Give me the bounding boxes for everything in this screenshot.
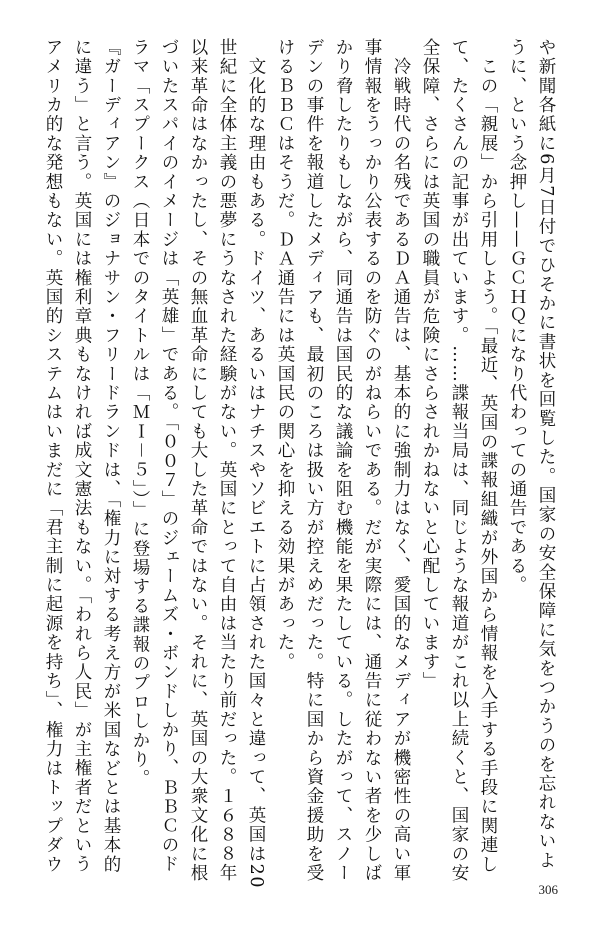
text-column-5: 全保障、さらには英国の職員が危険にさらされかねないと心配しています」	[420, 38, 440, 691]
text-column-10: けるＢＢＣはそうだ。ＤＡ通告には英国民の関心を抑える効果があった。	[275, 38, 295, 672]
page-number: 306	[538, 882, 558, 897]
text-column-17: に違う」と言う。英国には権利章典もなければ成文憲法もない。「われら人民」が主権者だという	[72, 38, 92, 875]
text-column-6: 冷戦時代の名残であるＤＡ通告は、基本的に強制力はなく、愛国的なメディアが機密性の高い軍	[391, 38, 411, 883]
text-column-2: うに、という念押し——ＧＣＨＱになり代わっての通告である。	[507, 38, 527, 595]
text-column-18: アメリカ的な発想もない。英国的システムはいまだに「君主制に起源を持ち」、権力はトップダウ	[43, 38, 63, 875]
text-column-1: や新聞各紙に6月7日付でひそかに書状を回覧した。国家の安全保障に気をつかうのを忘れないよ	[536, 38, 556, 871]
text-column-14: づいたスパイのイメージは「英雄」である。「００７」のジェームズ・ボンドしかり、ＢＢＣのド	[159, 38, 179, 875]
text-column-13: 以来革命はなかったし、その無血革命にしても大した革命ではない。それに、英国の大衆文化に根	[188, 38, 208, 883]
text-column-11: 文化的な理由もある。ドイツ、あるいはナチスやソビエトに占領された国々と違って、英国は20	[246, 38, 266, 890]
text-column-7: 事情報をうっかり公表するのを防ぐのがねらいである。だが実際には、通告に従わない者を少しば	[362, 38, 382, 883]
text-column-15: ラマ「スプークス（日本でのタイトルは「ＭＩ－５」）」に登場する諜報のプロしかり。	[130, 38, 150, 789]
text-column-3: この「親展」から引用しよう。「最近、英国の諜報組織が外国から情報を入手する手段に関連し	[478, 38, 498, 875]
text-column-9: デンの事件を報道したメディアも、最初のころは扱い方が控えめだった。特に国から資金援助を受	[304, 38, 324, 883]
text-column-8: かり脅したりもしながら、同通告は国民的な議論を阻む機能を果たしている。したがって、スノー	[333, 38, 353, 883]
text-column-4: て、たくさんの記事が出ています。……諜報当局は、同じような報道がこれ以上続くと、国家の安	[449, 38, 469, 883]
text-column-16: 『ガーディアン』のジョナサン・フリードランドは、「権力に対する考え方が米国などとは基本的	[101, 38, 121, 875]
text-column-12: 世紀に全体主義の悪夢にうなされた経験がない。英国にとって自由は当たり前だった。１６８８年	[217, 38, 237, 883]
